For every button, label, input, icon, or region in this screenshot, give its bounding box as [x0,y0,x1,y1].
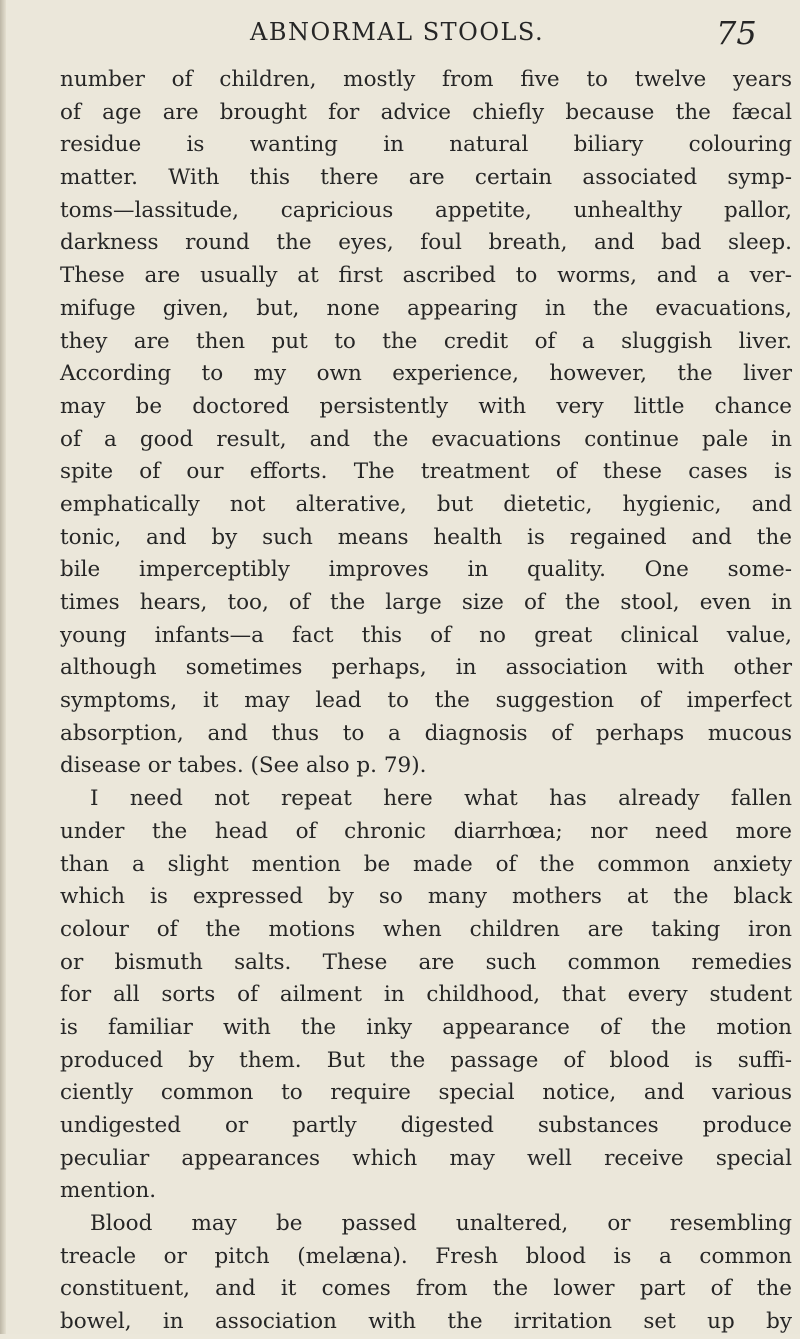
text-line: toms—lassitude, capricious appetite, unhealthy pallor, [60,197,792,223]
paragraph-first-line: Blood may be passed unaltered, or resembling [90,1211,792,1237]
text-line: they are then put to the credit of a sluggish liver. [60,328,792,354]
text-line: spite of our efforts. The treatment of these cases is [60,459,792,485]
body-text [60,64,792,1339]
page-header [0,14,800,54]
text-line: bile imperceptibly improves in quality. One some- [60,557,792,583]
text-line: is familiar with the inky appearance of the motion [60,1014,792,1040]
text-line: mifuge given, but, none appearing in the evacuations, [60,295,792,321]
paragraph-end-line: disease or tabes. (See also p. 79). [60,753,427,779]
text-line: produced by them. But the passage of blood is suffi- [60,1047,792,1073]
text-line: tonic, and by such means health is regained and the [60,524,792,550]
text-line: emphatically not alterative, but dietetic, hygienic, and [60,491,792,517]
text-line: colour of the motions when children are taking iron [60,916,792,942]
text-line: times hears, too, of the large size of the stool, even in [60,590,792,615]
text-line: for all sorts of ailment in childhood, that every student [60,982,792,1008]
page-edge-shadow [0,0,6,1334]
text-line: peculiar appearances which may well receive special [60,1145,792,1171]
text-line: undigested or partly digested substances produce [60,1113,792,1138]
paragraph-first-line: I need not repeat here what has already fallen [90,786,792,812]
text-line: absorption, and thus to a diagnosis of perhaps mucous [60,720,792,746]
paragraph-end-line: mention. [60,1178,157,1204]
text-line: According to my own experience, however, the liver [60,361,792,387]
text-line: of age are brought for advice chiefly because the fæcal [60,99,792,125]
text-line: bowel, in association with the irritation set up by [60,1309,792,1335]
text-line: young infants—a fact this of no great clinical value, [60,622,792,648]
text-line: constituent, and it comes from the lower part of the [60,1276,792,1302]
text-line: treacle or pitch (melæna). Fresh blood is a common [60,1243,792,1269]
text-line: matter. With this there are certain associated symp- [60,165,792,191]
text-line: or bismuth salts. These are such common remedies [60,949,792,975]
text-line: of a good result, and the evacuations continue pale in [60,426,792,452]
running-head: ABNORMAL STOOLS. [250,18,545,46]
text-line: may be doctored persistently with very little chance [60,393,792,419]
page-number: 75 [716,14,757,52]
text-line: under the head of chronic diarrhœa; nor need more [60,818,792,844]
text-line: which is expressed by so many mothers at the black [60,884,792,910]
text-line: number of children, mostly from five to twelve years [60,67,792,92]
text-line: than a slight mention be made of the common anxiety [60,851,792,877]
text-line: ciently common to require special notice, and various [60,1080,792,1106]
text-line: These are usually at first ascribed to worms, and a ver- [60,263,792,289]
text-line: symptoms, it may lead to the suggestion of imperfect [60,688,792,714]
text-line: darkness round the eyes, foul breath, and bad sleep. [60,230,792,256]
text-line: although sometimes perhaps, in association with other [60,655,792,681]
text-line: residue is wanting in natural biliary colouring [60,132,792,158]
